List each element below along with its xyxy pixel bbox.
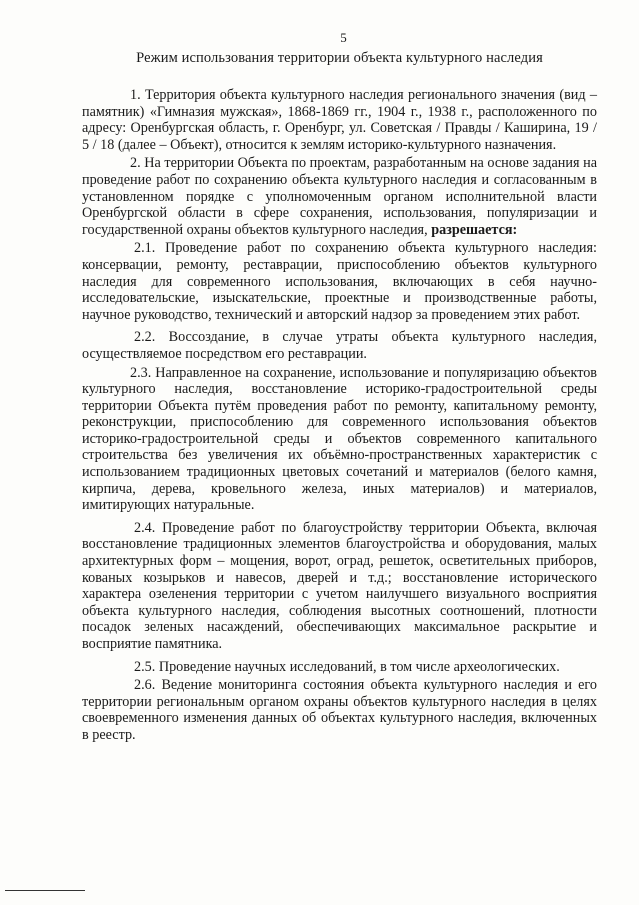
paragraph-2 — [82, 155, 597, 238]
paragraph-2-text: 2. На территории Объекта по проектам, разработанным на основе задания на проведение работ по сохранению объекта культурного наследия и согласованным в установленном порядке с уполномоченным органом исполнительной власти Оренбургской области в сфере сохранения, использования, популяризации и государственной охраны объектов культурного наследия, — [82, 155, 597, 238]
paragraph-1: 1. Территория объекта культурного наследия регионального значения (вид – памятник) «Гимназия мужская», 1868-1869 гг., 1904 г., 1938 г., расположенного по адресу: Оренбургская область, г. Оренбург, ул. Советская / Правды / Каширина, 19 / 5 / 18 (далее – Объект), относится к землям историко-культурного назначения. — [82, 87, 597, 153]
paragraph-2-5: 2.5. Проведение научных исследований, в том числе археологических. — [134, 658, 560, 675]
paragraph-2-2: 2.2. Воссоздание, в случае утраты объекта культурного наследия, осуществляемое посредством его реставрации. — [82, 329, 597, 362]
paragraph-2-4: 2.4. Проведение работ по благоустройству территории Объекта, включая восстановление традиционных элементов благоустройства и оборудования, малых архитектурных форм – мощения, ворот, оград, решеток, осветительных приборов, кованых козырьков и навесов, дверей и т.д.; восстановление исторического характера озеленения территории с учетом наилучшего визуального восприятия объекта культурного наследия, соблюдения высотных соотношений, плотности посадок зеленых насаждений, обеспечивающих максимальное раскрытие и восприятие памятника. — [82, 519, 597, 652]
paragraph-2-bold: разрешается: — [431, 221, 518, 238]
document-title: Режим использования территории объекта культурного наследия — [136, 50, 543, 66]
paragraph-2-6: 2.6. Ведение мониторинга состояния объекта культурного наследия и его территории региональным органом охраны объектов культурного наследия в целях своевременного изменения данных об объектах культурного наследия, включенных в реестр. — [82, 677, 597, 743]
footer-divider — [5, 890, 85, 891]
paragraph-2-3: 2.3. Направленное на сохранение, использование и популяризацию объектов культурного наследия, восстановление историко-градостроительной среды территории Объекта путём проведения работ по ремонту, капитальному ремонту, реконструкции, приспособлению для современного использования объектов историко-градостроительной среды и объектов современного капитального строительства без увеличения их объёмно-пространственных характеристик с использованием традиционных цветовых сочетаний и материалов (белого камня, кирпича, дерева, кровельного железа, иных материалов) и материалов, имитирующих натуральные. — [82, 364, 597, 514]
paragraph-2-1: 2.1. Проведение работ по сохранению объекта культурного наследия: консервации, ремонту, реставрации, приспособлению объектов культурного наследия для современного использования, включающих в себя научно-исследовательские, изыскательские, проектные и производственные работы, научное руководство, технический и авторский надзор за проведением этих работ. — [82, 240, 597, 323]
page-number: 5 — [340, 30, 347, 45]
